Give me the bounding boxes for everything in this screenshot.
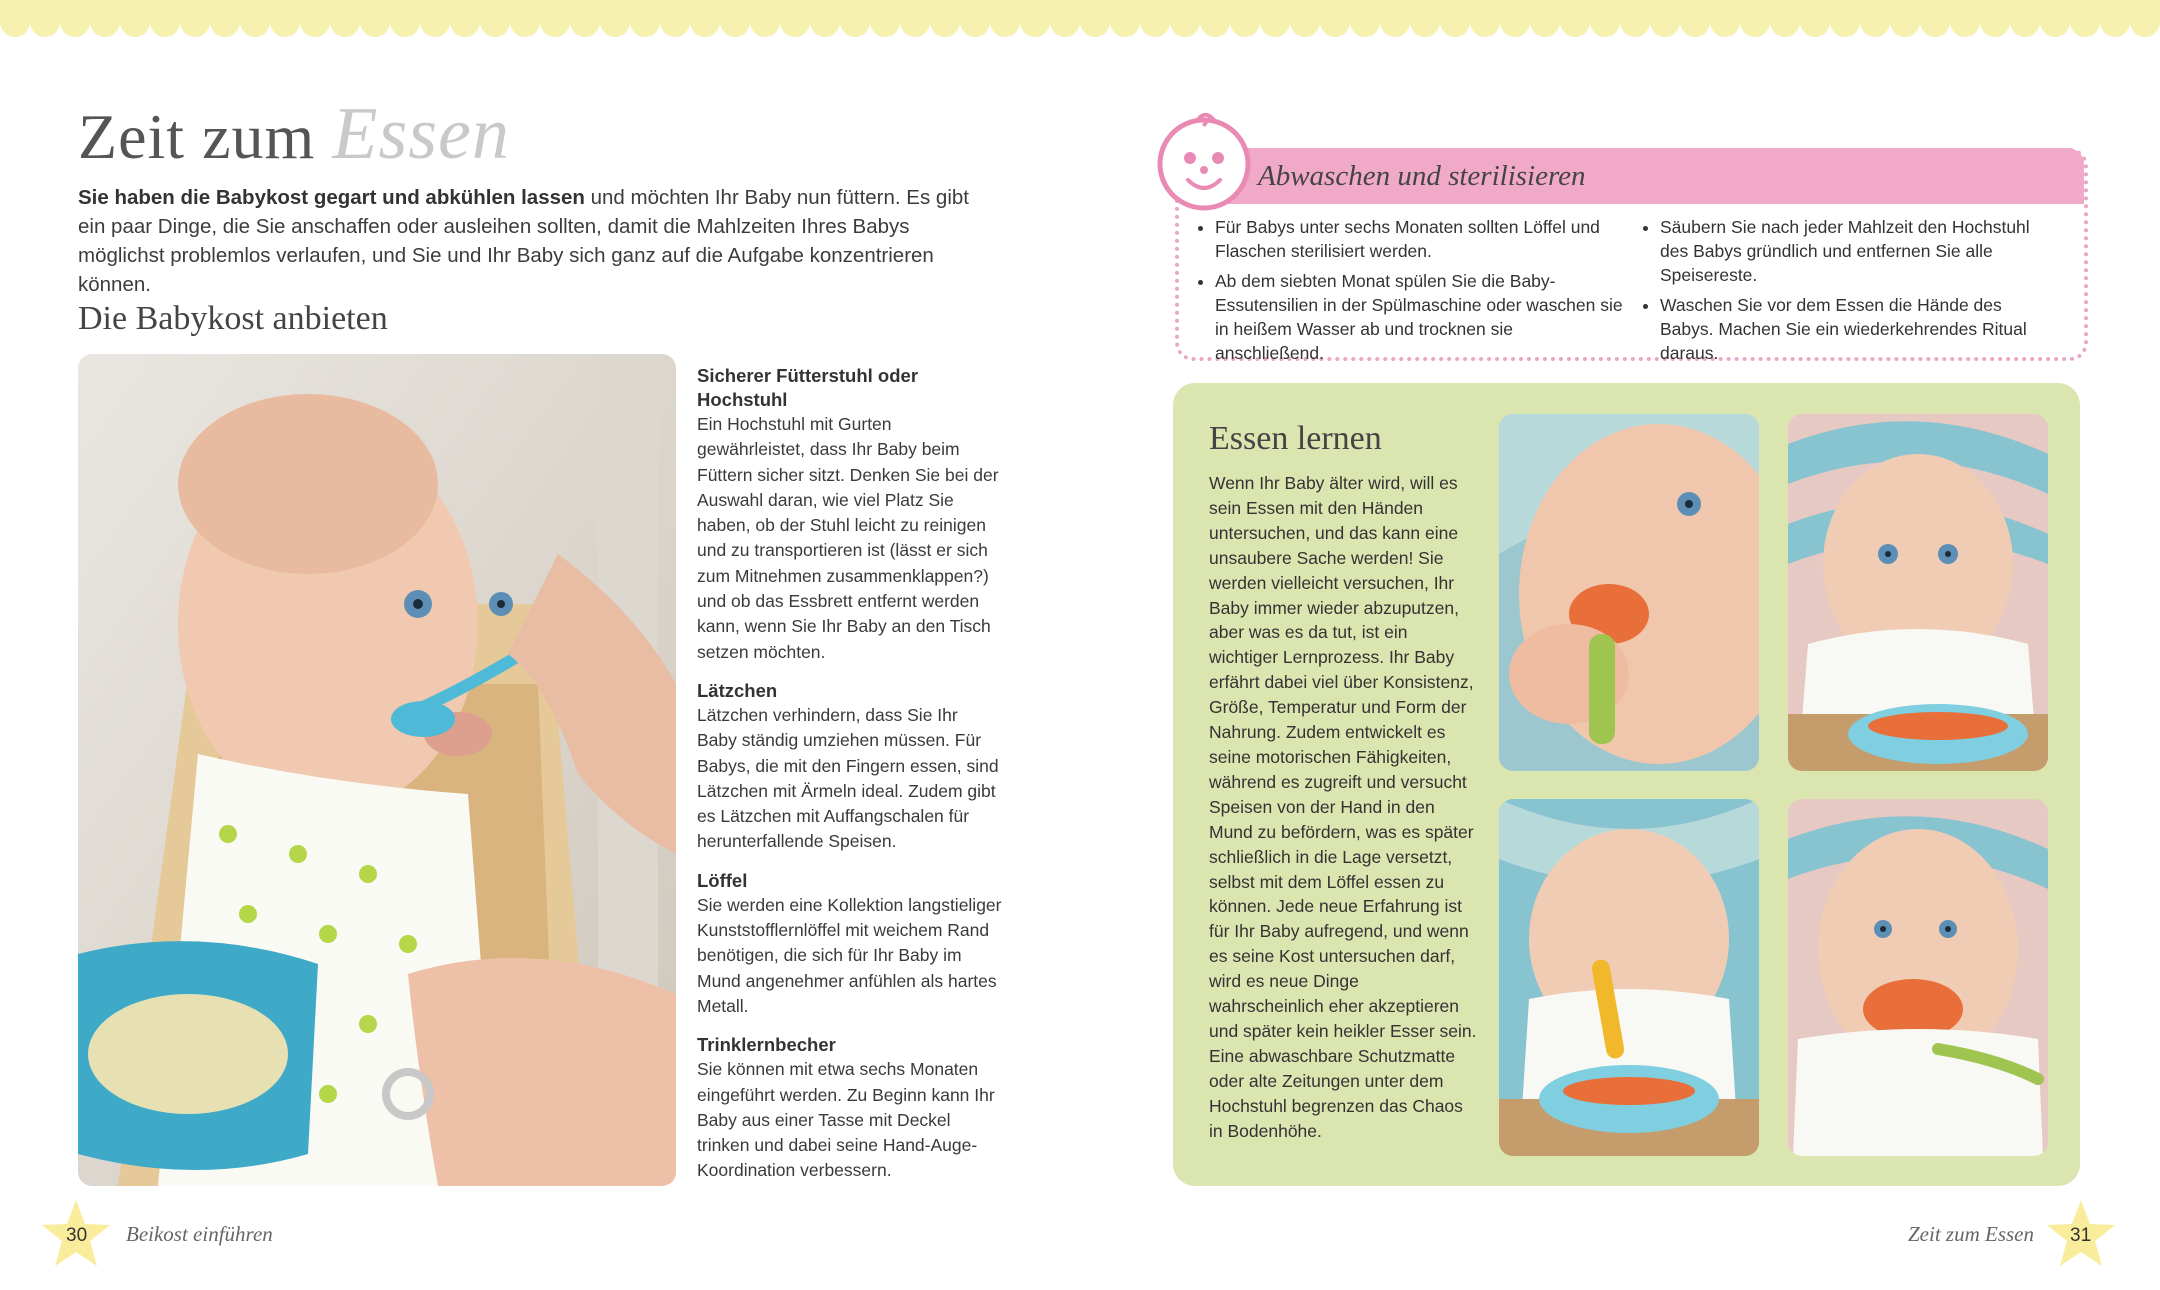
item-heading: Trinklernbecher: [697, 1034, 836, 1056]
baby-face-icon: [1152, 108, 1256, 212]
footer-right: Zeit zum Essen: [1908, 1222, 2034, 1246]
baby-photo-4: [1788, 799, 2048, 1156]
bullet-item: • Ab dem siebten Monat spülen Sie die Baby-Essutensilien in der Spülmaschine oder waschen sie in heißem Wasser ab und trocknen sie anschließend.: [1215, 269, 1623, 365]
bullet-column-1: [1193, 215, 1623, 371]
learning-text: Wenn Ihr Baby älter wird, will es sein Essen mit den Händen untersuchen, und das kann eine unsaubere Sache werden! Sie werden vielleicht versuchen, Ihr Baby immer wieder abzuputzen, aber was es da tut, ist ein wichtiger Lernprozess. Ihr Baby erfährt dabei viel über Konsistenz, Größe, Temperatur und Form der Nahrung. Zudem entwickelt es seine motorischen Fähigkeiten, während es zugreift und versucht Speisen von der Hand in den Mund zu befördern, was es später schließlich in die Lage versetzt, selbst mit dem Löffel essen zu können. Jede neue Erfahrung ist für Ihr Baby aufregend, und wenn es seine Kost untersuchen darf, wird es neue Dinge wahrscheinlich eher akzeptieren und später kein heikler Esser sein. Eine abwaschbare Schutzmatte oder alte Zeitungen unter dem Hochstuhl begrenzen das Chaos in Bodenhöhe.: [1209, 473, 1477, 1141]
bullet-item: • Waschen Sie vor dem Essen die Hände des Babys. Machen Sie ein wiederkehrendes Ritual daraus.: [1660, 293, 2058, 365]
page-number-left: 30: [66, 1225, 88, 1246]
equipment-list: [697, 364, 1002, 1198]
intro-paragraph: [78, 183, 978, 299]
bullet-item: • Für Babys unter sechs Monaten sollten Löffel und Flaschen sterilisiert werden.: [1215, 215, 1623, 263]
intro-text: und möchten Ihr Baby nun füttern. Es gibt ein paar Dinge, die Sie anschaffen oder ausleihen sollten, damit die Mahlzeiten Ihres Babys möglichst problemlos verlaufen, und Sie und Ihr Baby sich ganz auf die Aufgabe konzentrieren können.: [78, 186, 969, 296]
learning-heading: Essen lernen: [1209, 420, 1382, 457]
baby-photo-3: [1499, 799, 1759, 1156]
page-title: [78, 92, 510, 177]
intro-bold: Sie haben die Babykost gegart und abkühlen lassen: [78, 186, 585, 209]
title-plain: Zeit zum: [78, 101, 316, 172]
item-heading: Sicherer Fütterstuhl oder Hochstuhl: [697, 365, 919, 410]
info-box-header: [1210, 148, 2084, 204]
baby-photo-1: [1499, 414, 1759, 771]
section-heading: Die Babykost anbieten: [78, 300, 388, 337]
page-number-right: 31: [2070, 1225, 2092, 1246]
baby-feeding-photo: [78, 354, 676, 1186]
info-box-title: Abwaschen und sterilisieren: [1258, 160, 1586, 192]
item-text: Ein Hochstuhl mit Gurten gewährleistet, dass Ihr Baby beim Füttern sicher sitzt. Denken Sie bei der Auswahl daran, wie viel Platz Sie haben, ob der Stuhl leicht zu reinigen und zu transportieren ist (lässt er sich zum Mitnehmen zusammenklappen?) und ob das Essbrett entfernt werden kann, wenn Sie Ihr Baby an den Tisch setzen möchten.: [697, 414, 999, 662]
baby-photo-2: [1788, 414, 2048, 771]
title-script: Essen: [332, 93, 510, 175]
item-text: Lätzchen verhindern, dass Sie Ihr Baby ständig umziehen müssen. Für Babys, die mit den Fingern essen, sind Lätzchen mit Ärmeln ideal. Zudem gibt es Lätzchen mit Auffangschalen für herunterfallende Speisen.: [697, 704, 999, 852]
item-text: Sie werden eine Kollektion langstieliger Kunststofflernlöffel mit weichem Rand benötigen, die sich für Ihr Baby im Mund angenehmer anfühlen als hartes Metall.: [697, 894, 1002, 1016]
scalloped-border: [0, 0, 2160, 40]
bullet-column-2: [1638, 215, 2058, 371]
item-heading: Löffel: [697, 869, 748, 891]
item-text: Sie können mit etwa sechs Monaten eingeführt werden. Zu Beginn kann Ihr Baby aus einer Tasse mit Deckel trinken und dabei seine Hand-Auge-Koordination verbessern.: [697, 1059, 995, 1181]
item-heading: Lätzchen: [697, 679, 778, 701]
bullet-item: • Säubern Sie nach jeder Mahlzeit den Hochstuhl des Babys gründlich und entfernen Sie alle Speisereste.: [1660, 215, 2058, 287]
footer-left: Beikost einführen: [126, 1222, 273, 1246]
